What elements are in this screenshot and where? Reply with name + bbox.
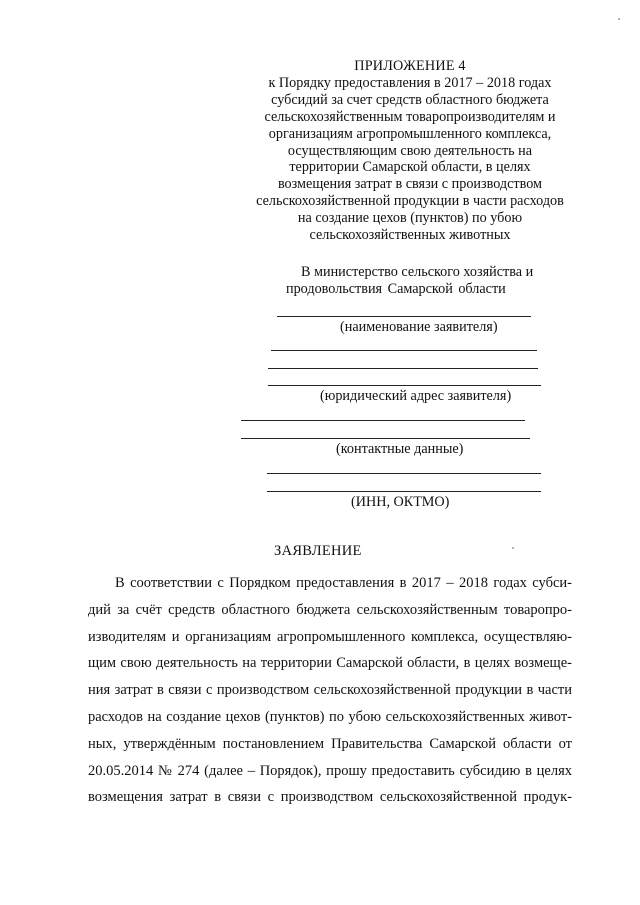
scan-speck (512, 547, 514, 549)
addressee-block (286, 264, 586, 298)
body-line: изводителям и организациям агропромышленного комплекса, осуществляю- (88, 628, 572, 645)
body-line: дий за счёт средств областного бюджета сельскохозяйственным товаропро- (88, 601, 572, 618)
appendix-line: территории Самарской области, в целях (289, 159, 531, 176)
body-line: 20.05.2014 № 274 (далее – Порядок), прошу предоставить субсидию в целях (88, 762, 572, 779)
applicant-name-caption: (наименование заявителя) (340, 319, 498, 335)
appendix-line: сельскохозяйственным товаропроизводителям и (264, 108, 556, 125)
contacts-line (241, 438, 530, 439)
addressee-line: продовольствия Самарской области (286, 281, 506, 297)
appendix-title: ПРИЛОЖЕНИЕ 4 (354, 58, 466, 74)
appendix-line: осуществляющим свою деятельность на (287, 142, 533, 159)
addressee-line: В министерство сельского хозяйства и (301, 264, 534, 280)
body-line: расходов на создание цехов (пунктов) по убою сельскохозяйственных живот- (88, 708, 572, 725)
body-line: щим свою деятельность на территории Самарской области, в целях возмеще- (88, 655, 572, 672)
contacts-caption: (контактные данные) (336, 441, 464, 457)
body-line: В соответствии с Порядком предоставления в 2017 – 2018 годах субси- (115, 575, 572, 591)
scan-speck (618, 18, 620, 20)
appendix-header (230, 58, 590, 244)
appendix-line: сельскохозяйственных животных (309, 227, 511, 244)
body-line: ных, утверждённым постановлением Правительства Самарской области от (88, 735, 572, 752)
body-line: возмещения затрат в связи с производством сельскохозяйственной продук- (88, 789, 572, 806)
contacts-line (241, 420, 525, 421)
inn-line (267, 491, 541, 492)
appendix-line: сельскохозяйственной продукции в части расходов (256, 193, 564, 210)
body-paragraph (88, 570, 572, 811)
appendix-line: организациям агропромышленного комплекса, (268, 125, 552, 142)
legal-address-line (268, 385, 541, 386)
body-line: ния затрат в связи с производством сельскохозяйственной продукции в части (88, 682, 572, 699)
appendix-line: возмещения затрат в связи с производством (277, 176, 543, 193)
legal-address-line (268, 368, 538, 369)
legal-address-caption: (юридический адрес заявителя) (320, 388, 512, 404)
inn-caption: (ИНН, ОКТМО) (351, 494, 450, 510)
appendix-line: на создание цехов (пунктов) по убою (297, 210, 523, 227)
applicant-name-line (277, 316, 531, 317)
legal-address-line (271, 350, 537, 351)
document-heading: ЗАЯВЛЕНИЕ (274, 543, 362, 559)
appendix-line: к Порядку предоставления в 2017 – 2018 годах (268, 74, 552, 91)
inn-line (267, 473, 541, 474)
appendix-line: субсидий за счет средств областного бюджета (271, 91, 549, 108)
